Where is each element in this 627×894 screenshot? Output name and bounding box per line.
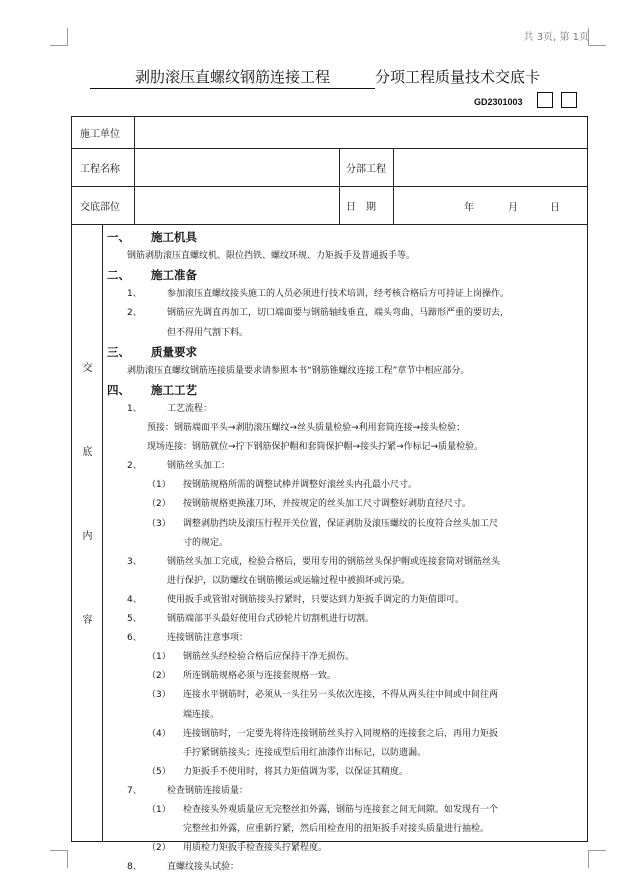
sub-project-field[interactable]	[394, 149, 587, 186]
list-item	[127, 859, 239, 872]
date-label: 日 期	[340, 187, 394, 224]
side-char: 容	[82, 615, 93, 626]
item-text: 使用扳手或管钳对钢筋接头拧紧时，只要达到力矩扳手调定的力矩值即可。	[167, 594, 465, 605]
crop-mark-bottom-right	[588, 850, 606, 868]
sub-item	[147, 840, 327, 853]
document-code: GD2301003	[474, 97, 523, 107]
content-text: 剥肋滚压直螺纹钢筋连接质量要求请参照本书“钢筋锥螺纹连接工程”章节中相应部分。	[127, 365, 470, 376]
date-day-label: 日	[550, 202, 560, 213]
item-number: 6、	[127, 633, 142, 644]
side-char: 交	[82, 363, 93, 374]
sub-item-text: 连接钢筋时，一定要先将待连接钢筋丝头拧入同规格的连接套之后，再用力矩扳	[183, 728, 499, 739]
item-number: 1、	[127, 403, 142, 414]
handover-location-field[interactable]	[135, 187, 340, 224]
sub-item-number: （4）	[147, 728, 171, 739]
content-text: 预接：钢筋端面平头→剥肋滚压螺纹→丝头质量检验→利用套筒连接→接头检验；	[147, 423, 466, 433]
list-item	[127, 305, 509, 318]
sub-item	[147, 496, 471, 509]
item-number: 2、	[127, 308, 142, 319]
list-item	[127, 611, 374, 624]
list-item	[127, 554, 500, 567]
side-char: 内	[82, 531, 93, 542]
item-number: 1、	[127, 289, 142, 300]
sub-item-number: （2）	[147, 843, 171, 854]
item-text: 钢筋丝头加工完成，检验合格后，要用专用的钢筋丝头保护帽或连接套筒对钢筋丝头	[167, 556, 501, 567]
crop-mark-bottom-left	[50, 850, 68, 868]
section-title: 质量要求	[151, 344, 197, 359]
sub-item-text: 调整剥肋挡块及滚压行程开关位置，保证剥肋及滚压螺纹的长度符合丝头加工尺	[183, 518, 499, 529]
section-heading	[107, 382, 197, 398]
item-continuation: 但不得用气割下料。	[167, 327, 249, 338]
project-name-field[interactable]	[135, 149, 340, 186]
sub-item-text: 按钢筋规格更换涨刀环，并按规定的丝头加工尺寸调整好剥肋直径尺寸。	[183, 499, 472, 510]
row-handover-location	[72, 187, 587, 225]
section-heading	[107, 229, 197, 245]
item-text: 连接钢筋注意事项：	[167, 633, 249, 644]
list-item	[127, 783, 248, 796]
title-suffix: 分项工程质量技术交底卡	[375, 68, 541, 86]
sub-item-number: （2）	[147, 499, 171, 510]
item-number: 7、	[127, 785, 142, 796]
sub-item-continuation: 端连接。	[183, 709, 220, 720]
sub-item-text: 用质检力矩扳手检查接头拧紧程度。	[183, 843, 328, 854]
item-text: 直螺纹接头试验：	[167, 862, 240, 873]
row-construction-unit	[72, 117, 587, 149]
sub-item	[147, 802, 498, 815]
item-text: 钢筋应先调直再加工，切口端面要与钢筋轴线垂直，端头弯曲、马蹄形严重的要切去，	[167, 308, 510, 319]
item-text: 钢筋丝头加工：	[167, 461, 231, 472]
sub-project-label: 分部工程	[340, 149, 394, 186]
sub-item	[147, 764, 408, 777]
sub-item-continuation: 寸的规定。	[183, 537, 229, 548]
item-number: 4、	[127, 594, 142, 605]
sub-item-text: 力矩扳手不使用时，将其力矩值调为零，以保证其精度。	[183, 766, 409, 777]
item-text: 检查钢筋连接质量：	[167, 785, 249, 796]
item-number: 2、	[127, 461, 142, 472]
sub-item-number: （3）	[147, 690, 171, 701]
section-number: 三、	[107, 344, 130, 359]
date-field[interactable]	[394, 187, 587, 224]
item-text: 工艺流程：	[167, 403, 213, 414]
sub-item	[147, 516, 498, 529]
sub-item-text: 钢筋丝头经检验合格后应保持干净无损伤。	[183, 652, 355, 663]
document-title	[90, 66, 590, 88]
list-item	[127, 630, 248, 643]
row-content	[72, 225, 587, 873]
date-year-label: 年	[464, 202, 474, 213]
construction-unit-field[interactable]	[135, 117, 587, 148]
item-number: 8、	[127, 862, 142, 873]
sub-item-continuation: 手拧紧钢筋接头；连接成型后用红油漆作出标记，以防遗漏。	[183, 747, 427, 758]
section-number: 二、	[107, 268, 130, 283]
sub-item	[147, 726, 498, 739]
item-number: 5、	[127, 614, 142, 624]
handover-form	[71, 116, 588, 873]
sub-item	[147, 668, 336, 681]
handover-content	[103, 225, 587, 873]
sub-item-continuation: 完整丝扣外露，应重新拧紧，然后用检查用的扭矩扳手对接头质量进行抽检。	[183, 824, 490, 835]
section-title: 施工工艺	[151, 382, 197, 397]
checkbox-2[interactable]	[561, 92, 577, 108]
sub-item-number: （2）	[147, 671, 171, 682]
sub-item-number: （1）	[147, 652, 171, 663]
sub-item-text: 连接水平钢筋时，必须从一头往另一头依次连接，不得从两头往中间或中间往两	[183, 690, 499, 701]
construction-unit-label: 施工单位	[72, 117, 135, 148]
sub-item-number: （1）	[147, 480, 171, 491]
list-item	[127, 592, 464, 605]
handover-location-label: 交底部位	[72, 187, 135, 224]
section-number: 一、	[107, 230, 130, 244]
side-label-column	[72, 225, 103, 841]
side-char: 底	[82, 447, 93, 458]
date-month-label: 月	[508, 202, 518, 213]
sub-item-number: （1）	[147, 805, 171, 815]
crop-mark-top-left	[50, 28, 68, 46]
section-title: 施工准备	[151, 268, 197, 283]
list-item	[127, 458, 230, 471]
sub-item	[147, 477, 417, 490]
page-counter: 共 3页, 第 1页	[523, 32, 589, 43]
row-project-name	[72, 149, 587, 187]
checkbox-1[interactable]	[537, 92, 553, 108]
list-item	[127, 286, 509, 299]
item-text: 钢筋端部平头最好使用台式砂轮片切割机进行切割。	[167, 614, 375, 624]
section-heading	[107, 267, 197, 283]
list-item	[127, 401, 212, 414]
section-number: 四、	[107, 382, 130, 397]
sub-item-text: 所连钢筋规格必须与连接套规格一致。	[183, 671, 337, 682]
section-heading	[107, 344, 197, 360]
sub-item	[147, 649, 354, 662]
item-number: 3、	[127, 556, 142, 567]
item-text: 参加滚压直螺纹接头施工的人员必须进行技术培训，经考核合格后方可持证上岗操作。	[167, 289, 510, 300]
item-continuation: 进行保护，以防螺纹在钢筋搬运或运输过程中被损坏或污染。	[167, 575, 411, 586]
sub-item-number: （5）	[147, 766, 171, 777]
sub-item-number: （3）	[147, 518, 171, 529]
section-title: 施工机具	[151, 230, 197, 244]
sub-item-text: 检查接头外观质量应无完整丝扣外露，钢筋与连接套之间无间隙。如发现有一个	[183, 805, 499, 815]
crop-mark-top-right	[588, 28, 606, 46]
content-text: 钢筋剥肋滚压直螺纹机、限位挡铁、螺纹环规、力矩扳手及普通扳手等。	[127, 251, 416, 262]
content-text: 现场连接：钢筋就位→拧下钢筋保护帽和套筒保护帽→接头拧紧→作标记→质量检验。	[147, 442, 484, 453]
sub-item	[147, 687, 498, 700]
project-name-label: 工程名称	[72, 149, 135, 186]
title-main: 剥肋滚压直螺纹钢筋连接工程	[90, 66, 375, 89]
sub-item-text: 按钢筋规格所需的调整试棒并调整好滚丝头内孔最小尺寸。	[183, 480, 418, 491]
